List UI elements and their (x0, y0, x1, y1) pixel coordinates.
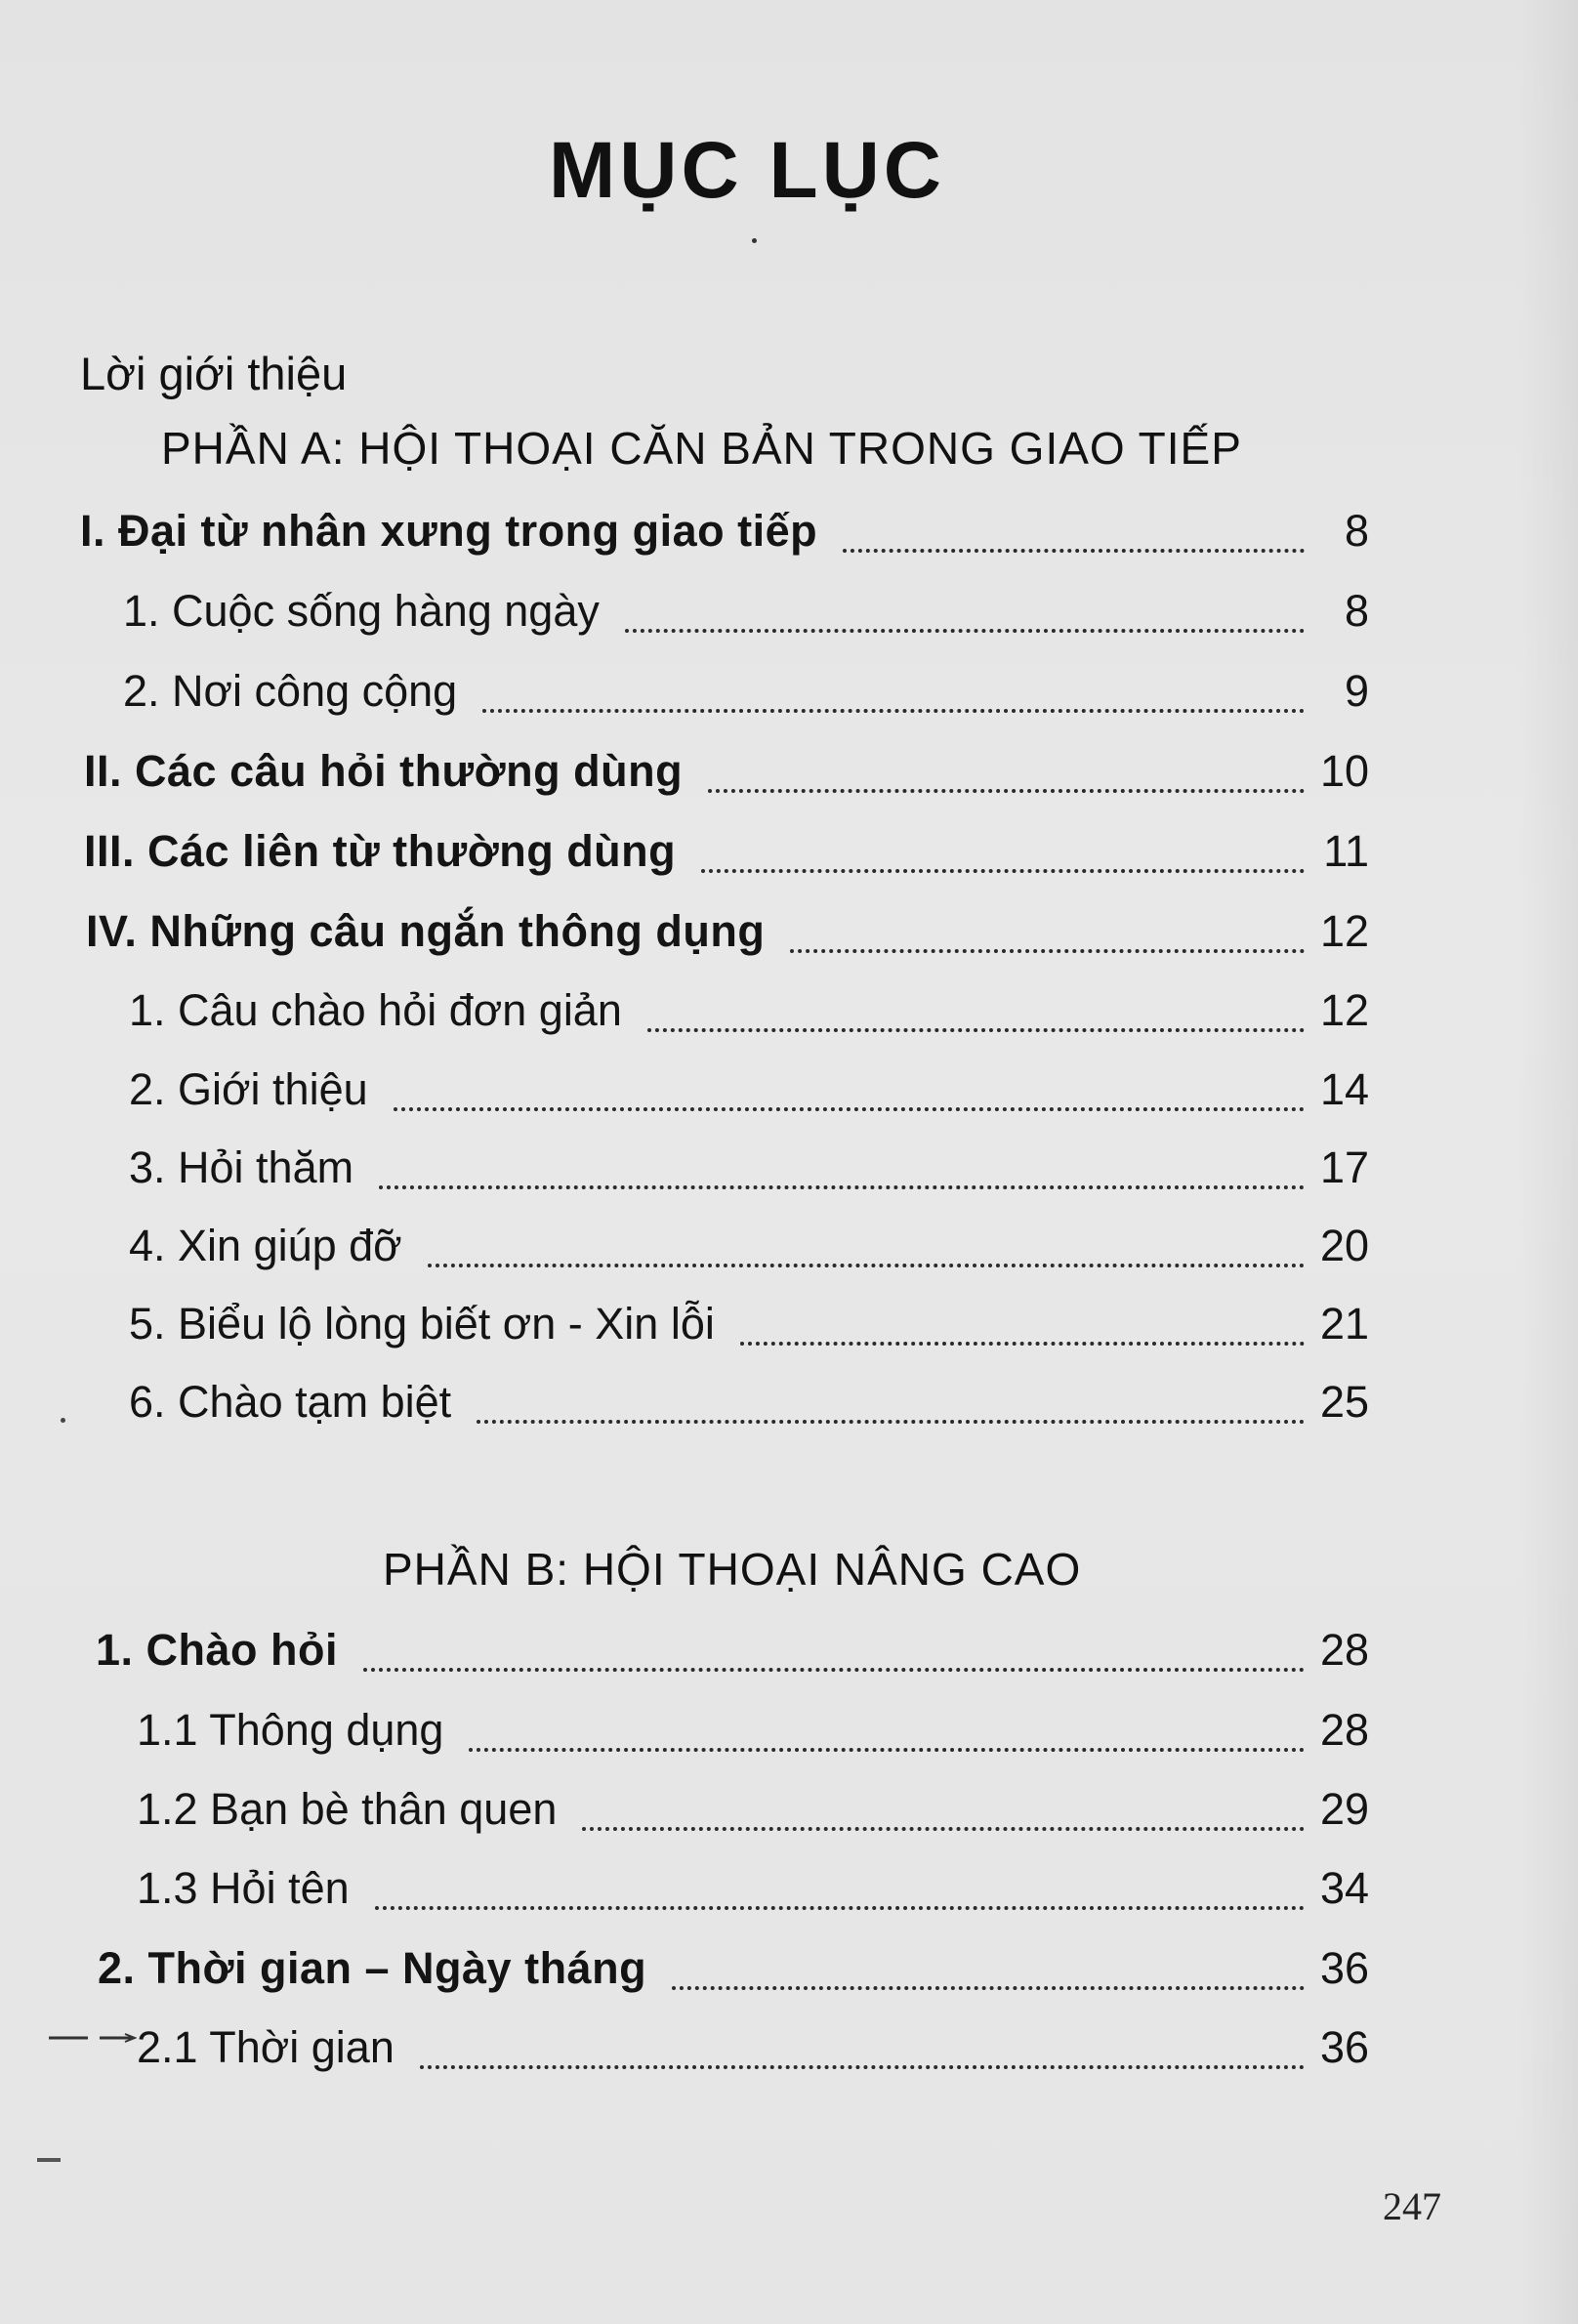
ink-mark (37, 2158, 61, 2162)
toc-leader-dots (582, 1827, 1305, 1831)
toc-entry-label: I. Đại từ nhân xưng trong giao tiếp (80, 506, 818, 556)
page-shadow (1519, 0, 1578, 2324)
toc-entry-page: 29 (1319, 1784, 1369, 1834)
toc-entry-label: 4. Xin giúp đỡ (129, 1221, 402, 1270)
toc-leader-dots (363, 1668, 1305, 1672)
toc-entry[interactable] (84, 826, 1369, 885)
toc-entry[interactable] (129, 985, 1369, 1044)
toc-entry-label: 1.3 Hỏi tên (137, 1863, 350, 1913)
toc-leader-dots (379, 1185, 1305, 1189)
toc-leader-dots (428, 1264, 1305, 1267)
toc-entry-page: 12 (1319, 985, 1369, 1035)
ink-dot (752, 238, 757, 243)
page-title: MỤC LỤC (548, 126, 946, 215)
toc-entry[interactable] (96, 1625, 1369, 1683)
page-number: 247 (1383, 2184, 1441, 2228)
toc-entry-label: II. Các câu hỏi thường dùng (84, 746, 684, 796)
toc-entry[interactable] (123, 666, 1369, 725)
toc-entry[interactable] (129, 1221, 1369, 1279)
toc-entry[interactable] (137, 1863, 1369, 1922)
toc-entry-label: 2. Thời gian – Ngày tháng (98, 1943, 647, 1993)
section-heading-a: PHẦN A: HỘI THOẠI CĂN BẢN TRONG GIAO TIẾP (161, 423, 1242, 474)
toc-leader-dots (394, 1107, 1305, 1111)
toc-leader-dots (625, 629, 1305, 633)
toc-entry-page: 11 (1323, 826, 1369, 876)
toc-leader-dots (708, 789, 1305, 793)
toc-entry-label: IV. Những câu ngắn thông dụng (86, 906, 766, 956)
toc-entry-page: 25 (1319, 1377, 1369, 1427)
toc-entry[interactable] (80, 506, 1369, 564)
toc-entry-page: 12 (1319, 906, 1369, 956)
toc-leader-dots (420, 2065, 1305, 2069)
toc-leader-dots (482, 709, 1305, 713)
toc-entry[interactable] (123, 586, 1369, 644)
toc-entry-label: 6. Chào tạm biệt (129, 1377, 452, 1427)
toc-entry-page: 34 (1319, 1863, 1369, 1913)
section-heading-b: PHẦN B: HỘI THOẠI NÂNG CAO (383, 1544, 1082, 1595)
toc-entry-label: 2.1 Thời gian (137, 2022, 394, 2072)
toc-entry-page: 10 (1319, 746, 1369, 796)
toc-entry-label: 1. Cuộc sống hàng ngày (123, 586, 600, 636)
toc-entry[interactable] (137, 1705, 1369, 1764)
toc-entry-label: 1.1 Thông dụng (137, 1705, 444, 1755)
toc-entry[interactable] (84, 746, 1369, 805)
toc-entry-page: 14 (1319, 1064, 1369, 1114)
toc-leader-dots (843, 549, 1305, 553)
toc-intro[interactable]: Lời giới thiệu (80, 348, 348, 399)
toc-leader-dots (647, 1028, 1305, 1032)
toc-entry-label: 1. Câu chào hỏi đơn giản (129, 985, 622, 1035)
toc-entry[interactable] (129, 1142, 1369, 1201)
toc-entry[interactable] (98, 1943, 1369, 2002)
toc-leader-dots (701, 869, 1305, 873)
pen-arrow-mark (49, 2033, 137, 2043)
toc-entry[interactable] (137, 2022, 1369, 2081)
toc-leader-dots (790, 949, 1305, 953)
toc-entry-label: 1. Chào hỏi (96, 1625, 339, 1675)
toc-entry-label: 3. Hỏi thăm (129, 1142, 354, 1192)
toc-entry-page: 21 (1319, 1299, 1369, 1349)
toc-entry[interactable] (129, 1299, 1369, 1357)
toc-entry-label: III. Các liên từ thường dùng (84, 826, 677, 876)
toc-entry-page: 28 (1319, 1625, 1369, 1675)
ink-dot (61, 1418, 65, 1423)
toc-entry-label: 5. Biểu lộ lòng biết ơn - Xin lỗi (129, 1299, 715, 1349)
toc-entry-page: 8 (1344, 586, 1369, 636)
toc-entry-page: 8 (1344, 506, 1369, 556)
toc-leader-dots (477, 1420, 1305, 1424)
toc-leader-dots (672, 1986, 1305, 1990)
toc-entry-page: 20 (1319, 1221, 1369, 1270)
toc-entry-label: 2. Giới thiệu (129, 1064, 368, 1114)
toc-entry[interactable] (129, 1377, 1369, 1435)
toc-entry-page: 17 (1319, 1142, 1369, 1192)
toc-leader-dots (469, 1748, 1305, 1752)
toc-entry-label: 2. Nơi công cộng (123, 666, 458, 716)
toc-entry-label: 1.2 Bạn bè thân quen (137, 1784, 558, 1834)
toc-entry[interactable] (137, 1784, 1369, 1843)
toc-entry-page: 36 (1319, 1943, 1369, 1993)
toc-entry-page: 36 (1319, 2022, 1369, 2072)
toc-entry[interactable] (129, 1064, 1369, 1123)
toc-leader-dots (375, 1906, 1305, 1910)
toc-entry[interactable] (86, 906, 1369, 965)
toc-entry-page: 28 (1319, 1705, 1369, 1755)
toc-entry-page: 9 (1344, 666, 1369, 716)
toc-leader-dots (740, 1342, 1305, 1346)
